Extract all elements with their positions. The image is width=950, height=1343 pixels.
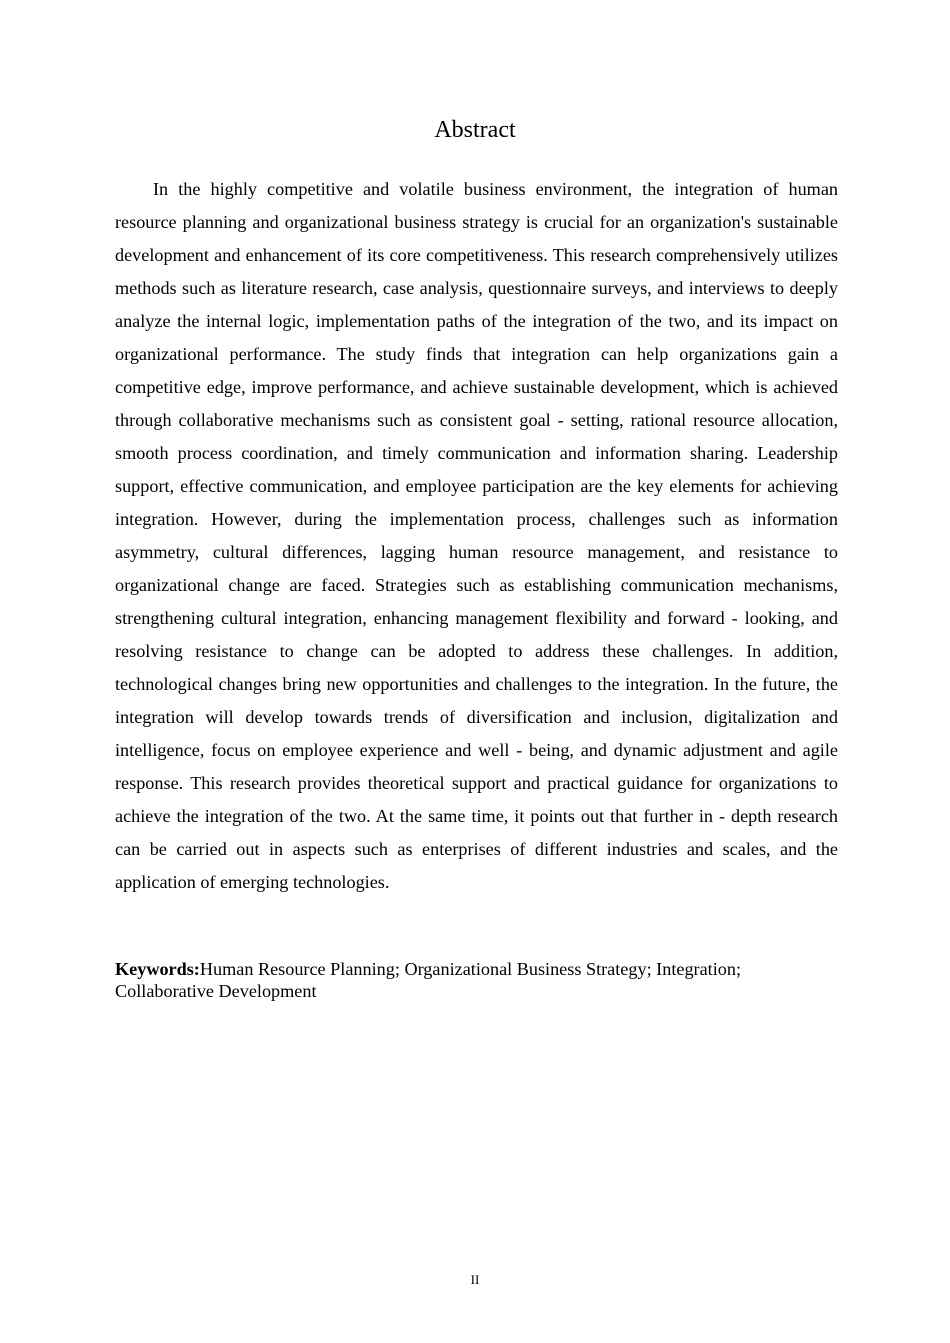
keywords-text: Human Resource Planning; Organizational Business Strategy; Integration; Collaborative Development <box>115 959 742 1001</box>
page-number: II <box>470 1272 480 1287</box>
keywords-line <box>115 958 838 1002</box>
abstract-paragraph: In the highly competitive and volatile business environment, the integration of human resource planning and organizational business strategy is crucial for an organization's sustainable development and enhancement of its core competitiveness. This research comprehensively utilizes methods such as literature research, case analysis, questionnaire surveys, and interviews to deeply analyze the internal logic, implementation paths of the integration of the two, and its impact on organizational performance. The study finds that integration can help organizations gain a competitive edge, improve performance, and achieve sustainable development, which is achieved through collaborative mechanisms such as consistent goal - setting, rational resource allocation, smooth process coordination, and timely communication and information sharing. Leadership support, effective communication, and employee participation are the key elements for achieving integration. However, during the implementation process, challenges such as information asymmetry, cultural differences, lagging human resource management, and resistance to organizational change are faced. Strategies such as establishing communication mechanisms, strengthening cultural integration, enhancing management flexibility and forward - looking, and resolving resistance to change can be adopted to address these challenges. In addition, technological changes bring new opportunities and challenges to the integration. In the future, the integration will develop towards trends of diversification and inclusion, digitalization and intelligence, focus on employee experience and well - being, and dynamic adjustment and agile response. This research provides theoretical support and practical guidance for organizations to achieve the integration of the two. At the same time, it points out that further in - depth research can be carried out in aspects such as enterprises of different industries and scales, and the application of emerging technologies. <box>115 179 838 892</box>
keywords-label: Keywords: <box>115 959 200 979</box>
page-title: Abstract <box>434 117 516 143</box>
